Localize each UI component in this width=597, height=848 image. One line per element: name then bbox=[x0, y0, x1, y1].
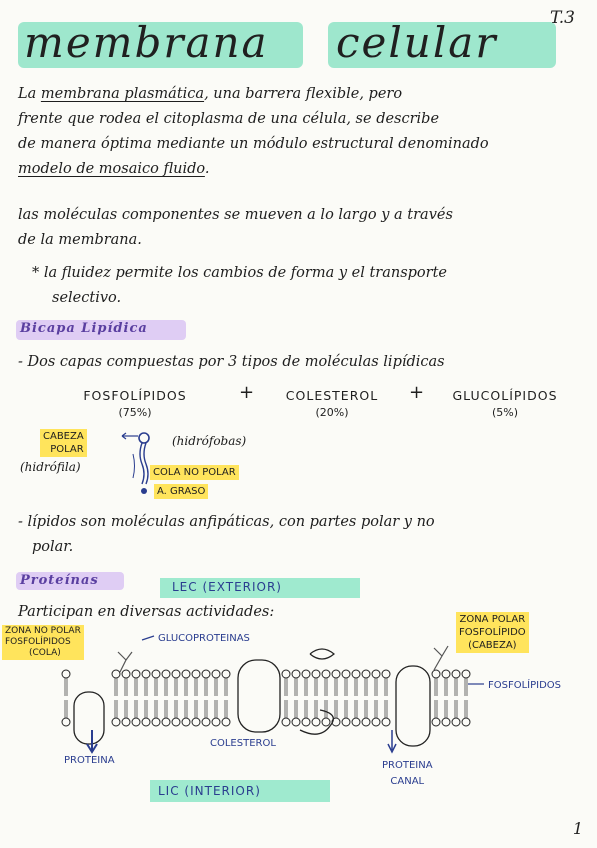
phospholipid-tail-icon bbox=[185, 700, 187, 718]
phospholipid-head-icon bbox=[122, 670, 130, 678]
phospholipid-tail-icon bbox=[205, 678, 207, 696]
phospholipid-head-icon bbox=[302, 670, 310, 678]
phospholipid-head-icon bbox=[382, 670, 390, 678]
phospholipid-head-icon bbox=[292, 718, 300, 726]
phospholipid-head-icon bbox=[182, 718, 190, 726]
phospholipid-tail-icon bbox=[435, 700, 437, 718]
phospholipid-head-icon bbox=[342, 718, 350, 726]
phospholipid-tail-icon bbox=[205, 700, 207, 718]
glyco-chain-icon bbox=[434, 646, 448, 670]
phospholipid-tail-icon bbox=[365, 678, 367, 696]
term-mosaico-fluido: modelo de mosaico fluido bbox=[18, 161, 205, 177]
label-hidrofobas: (hidrófobas) bbox=[172, 434, 247, 448]
phospholipid-head-icon bbox=[332, 670, 340, 678]
phospholipid-tail-icon bbox=[195, 700, 197, 718]
label-acido-graso: A. GRASO bbox=[154, 484, 208, 499]
phospholipid-tail-icon bbox=[175, 678, 177, 696]
phospholipid-tail-icon bbox=[195, 678, 197, 696]
pct-fosfolipidos: (75%) bbox=[118, 406, 152, 419]
phospholipid-tail-icon bbox=[355, 700, 357, 718]
phospholipid-tail-icon bbox=[325, 700, 327, 718]
phospholipid-head-icon bbox=[352, 670, 360, 678]
phospholipid-head-icon bbox=[442, 718, 450, 726]
intro-paragraph bbox=[18, 82, 578, 182]
phospholipid-head-icon bbox=[62, 670, 70, 678]
phospholipid-tail-icon bbox=[144, 443, 148, 484]
phospholipid-head-icon bbox=[282, 670, 290, 678]
pct-glucolipidos: (5%) bbox=[491, 406, 519, 419]
protein-coil-icon bbox=[310, 649, 334, 659]
phospholipid-head-icon bbox=[62, 718, 70, 726]
phospholipid-head-icon bbox=[372, 670, 380, 678]
phospholipid-head-icon bbox=[382, 718, 390, 726]
phospholipid-tail-icon bbox=[215, 700, 217, 718]
phospholipid-head-icon bbox=[462, 718, 470, 726]
phospholipid-diagram bbox=[100, 426, 160, 502]
glyco-chain-icon bbox=[118, 652, 132, 672]
phospholipid-tail-icon bbox=[335, 700, 337, 718]
phospholipid-head-icon bbox=[342, 670, 350, 678]
label-text: CANAL bbox=[390, 776, 425, 787]
label-glucoproteinas: GLUCOPROTEINAS bbox=[158, 633, 250, 644]
phospholipid-tail-icon bbox=[385, 700, 387, 718]
phospholipid-tail-icon bbox=[145, 700, 147, 718]
phospholipid-head-icon bbox=[442, 670, 450, 678]
phospholipid-tail-icon bbox=[435, 678, 437, 696]
phospholipid-head-icon bbox=[172, 670, 180, 678]
label-text: (COLA) bbox=[29, 648, 61, 658]
membrane-diagram bbox=[0, 630, 597, 780]
intro-line-2: frente que rodea el citoplasma de una célula, se describe bbox=[18, 111, 440, 127]
phospholipid-head-icon bbox=[202, 670, 210, 678]
title-word-celular: celular bbox=[336, 18, 498, 67]
phospholipid-head-icon bbox=[212, 718, 220, 726]
fluidity-note bbox=[32, 261, 578, 311]
phospholipid-tail-icon bbox=[215, 678, 217, 696]
phospholipid-head-icon bbox=[162, 670, 170, 678]
phospholipid-tail-icon bbox=[385, 678, 387, 696]
protein-large-icon bbox=[238, 660, 280, 732]
phospholipid-tail-icon bbox=[455, 700, 457, 718]
phospholipid-head-icon bbox=[212, 670, 220, 678]
phospholipid-tail-icon bbox=[225, 700, 227, 718]
label-hidrofila: (hidrófila) bbox=[20, 460, 81, 474]
amphipathic-line-2: polar. bbox=[32, 539, 74, 555]
phospholipid-tail-icon bbox=[345, 678, 347, 696]
label-fosfolipidos: FOSFOLÍPIDOS bbox=[488, 680, 562, 691]
formula-colesterol: COLESTEROL bbox=[285, 388, 379, 403]
phospholipid-head-icon bbox=[112, 718, 120, 726]
formula-plus-2: + bbox=[408, 382, 426, 403]
molecules-line-2: de la membrana. bbox=[18, 232, 142, 248]
phospholipid-head-icon bbox=[132, 718, 140, 726]
label-text: FOSFOLÍPIDO bbox=[459, 627, 526, 638]
phospholipid-tail-icon bbox=[165, 678, 167, 696]
label-text: PROTEINA bbox=[382, 760, 433, 771]
phospholipid-tail-icon bbox=[185, 678, 187, 696]
label-text: ZONA POLAR bbox=[459, 614, 526, 625]
phospholipid-tail-icon bbox=[465, 700, 467, 718]
phospholipid-tail-icon bbox=[305, 700, 307, 718]
phospholipid-head-icon bbox=[322, 718, 330, 726]
phospholipid-tail-icon bbox=[225, 678, 227, 696]
phospholipid-head-icon bbox=[432, 718, 440, 726]
formula-fosfolipidos: FOSFOLÍPIDOS bbox=[83, 388, 187, 403]
lic-label: LIC (INTERIOR) bbox=[158, 784, 261, 798]
phospholipid-head-icon bbox=[139, 433, 149, 443]
intro-text: La bbox=[18, 86, 41, 102]
phospholipid-head-icon bbox=[452, 718, 460, 726]
label-text: ZONA NO POLAR bbox=[5, 626, 81, 636]
phospholipid-tail-icon bbox=[285, 678, 287, 696]
label-text: (CABEZA) bbox=[468, 640, 517, 651]
phospholipid-head-icon bbox=[192, 670, 200, 678]
phospholipid-tail-icon bbox=[465, 678, 467, 696]
label-text: POLAR bbox=[50, 444, 84, 455]
phospholipid-head-icon bbox=[222, 670, 230, 678]
phospholipid-tail-icon bbox=[345, 700, 347, 718]
phospholipid-tail-icon bbox=[125, 678, 127, 696]
phospholipid-tail-icon bbox=[375, 678, 377, 696]
phospholipid-tail-icon bbox=[125, 700, 127, 718]
label-colesterol: COLESTEROL bbox=[210, 738, 276, 749]
phospholipid-head-icon bbox=[112, 670, 120, 678]
formula-glucolipidos: GLUCOLÍPIDOS bbox=[452, 388, 558, 403]
phospholipid-tail-icon bbox=[155, 700, 157, 718]
proteinas-heading: Proteínas bbox=[20, 573, 99, 588]
arrow-glucoproteinas bbox=[142, 636, 154, 640]
phospholipid-head-icon bbox=[312, 670, 320, 678]
phospholipid-tail-icon bbox=[315, 700, 317, 718]
pct-colesterol: (20%) bbox=[315, 406, 349, 419]
brace-icon bbox=[133, 454, 135, 478]
lec-label: LEC (EXTERIOR) bbox=[172, 580, 282, 594]
phospholipid-head-icon bbox=[142, 670, 150, 678]
phospholipid-head-icon bbox=[372, 718, 380, 726]
phospholipid-head-icon bbox=[162, 718, 170, 726]
phospholipid-head-icon bbox=[362, 718, 370, 726]
intro-text: . bbox=[204, 161, 210, 177]
phospholipid-tail-icon bbox=[65, 700, 67, 718]
phospholipid-head-icon bbox=[202, 718, 210, 726]
topic-code: T.3 bbox=[549, 8, 575, 28]
title-word-membrana: membrana bbox=[24, 18, 269, 67]
molecules-paragraph bbox=[18, 203, 578, 311]
label-cabeza-polar bbox=[40, 429, 87, 457]
phospholipid-tail-icon bbox=[175, 700, 177, 718]
phospholipid-head-icon bbox=[462, 670, 470, 678]
phospholipid-tail-icon bbox=[115, 678, 117, 696]
phospholipid-tail-icon bbox=[325, 678, 327, 696]
phospholipid-head-icon bbox=[282, 718, 290, 726]
channel-protein-icon bbox=[396, 666, 430, 746]
label-cola-no-polar: COLA NO POLAR bbox=[150, 465, 239, 480]
amphipathic-paragraph bbox=[18, 510, 578, 560]
phospholipid-tail-icon bbox=[165, 700, 167, 718]
protein-left-icon bbox=[74, 692, 104, 744]
phospholipid-tail-icon bbox=[155, 678, 157, 696]
phospholipid-head-icon bbox=[222, 718, 230, 726]
title-block bbox=[18, 8, 558, 78]
phospholipid-head-icon bbox=[132, 670, 140, 678]
phospholipid-tail-icon bbox=[445, 678, 447, 696]
phospholipid-head-icon bbox=[432, 670, 440, 678]
phospholipid-head-icon bbox=[122, 718, 130, 726]
label-text: CABEZA bbox=[43, 431, 84, 442]
phospholipid-tail-icon bbox=[335, 678, 337, 696]
phospholipid-tail-icon bbox=[365, 700, 367, 718]
intro-line-3: de manera óptima mediante un módulo estructural denominado bbox=[18, 136, 489, 152]
phospholipid-head-icon bbox=[152, 670, 160, 678]
phospholipid-tail-icon bbox=[285, 700, 287, 718]
phospholipid-head-icon bbox=[152, 718, 160, 726]
intro-line-4 bbox=[18, 157, 578, 182]
phospholipid-head-icon bbox=[182, 670, 190, 678]
label-text: FOSFOLÍPIDOS bbox=[5, 637, 71, 647]
bicapa-heading: Bicapa Lipídica bbox=[20, 321, 148, 336]
phospholipid-tail-icon bbox=[65, 678, 67, 696]
phospholipid-tail-icon bbox=[135, 700, 137, 718]
tail-end-icon bbox=[141, 488, 147, 494]
phospholipid-tail-icon bbox=[445, 700, 447, 718]
intro-text: , una barrera flexible, pero bbox=[204, 86, 403, 102]
formula-plus-1: + bbox=[238, 382, 256, 403]
proteinas-intro: Participan en diversas actividades: bbox=[18, 604, 275, 620]
phospholipid-tail-icon bbox=[145, 678, 147, 696]
phospholipid-tail-icon bbox=[135, 678, 137, 696]
phospholipid-head-icon bbox=[312, 718, 320, 726]
label-proteina: PROTEINA bbox=[64, 755, 115, 766]
phospholipid-tail-icon bbox=[375, 700, 377, 718]
phospholipid-tail-icon bbox=[295, 700, 297, 718]
phospholipid-head-icon bbox=[192, 718, 200, 726]
phospholipid-tail-icon bbox=[305, 678, 307, 696]
phospholipid-tail-icon bbox=[295, 678, 297, 696]
phospholipid-head-icon bbox=[362, 670, 370, 678]
molecules-line-1: las moléculas componentes se mueven a lo largo y a través bbox=[18, 207, 453, 223]
bicapa-intro: - Dos capas compuestas por 3 tipos de moléculas lipídicas bbox=[18, 354, 445, 370]
intro-line-1 bbox=[18, 82, 578, 107]
page-number: 1 bbox=[572, 819, 583, 838]
amphipathic-line-1: - lípidos son moléculas anfipáticas, con partes polar y no bbox=[18, 514, 435, 530]
term-membrana-plasmatica: membrana plasmática bbox=[40, 86, 205, 102]
note-line-2: selectivo. bbox=[52, 290, 122, 306]
phospholipid-head-icon bbox=[292, 670, 300, 678]
phospholipid-tail-icon bbox=[455, 678, 457, 696]
phospholipid-head-icon bbox=[452, 670, 460, 678]
phospholipid-tail-icon bbox=[315, 678, 317, 696]
phospholipid-head-icon bbox=[302, 718, 310, 726]
phospholipid-head-icon bbox=[172, 718, 180, 726]
phospholipid-head-icon bbox=[142, 718, 150, 726]
note-line-1: * la fluidez permite los cambios de forma y el transporte bbox=[32, 265, 448, 281]
phospholipid-head-icon bbox=[352, 718, 360, 726]
phospholipid-head-icon bbox=[322, 670, 330, 678]
phospholipid-tail-icon bbox=[355, 678, 357, 696]
phospholipid-tail-icon bbox=[140, 443, 144, 484]
phospholipid-tail-icon bbox=[115, 700, 117, 718]
